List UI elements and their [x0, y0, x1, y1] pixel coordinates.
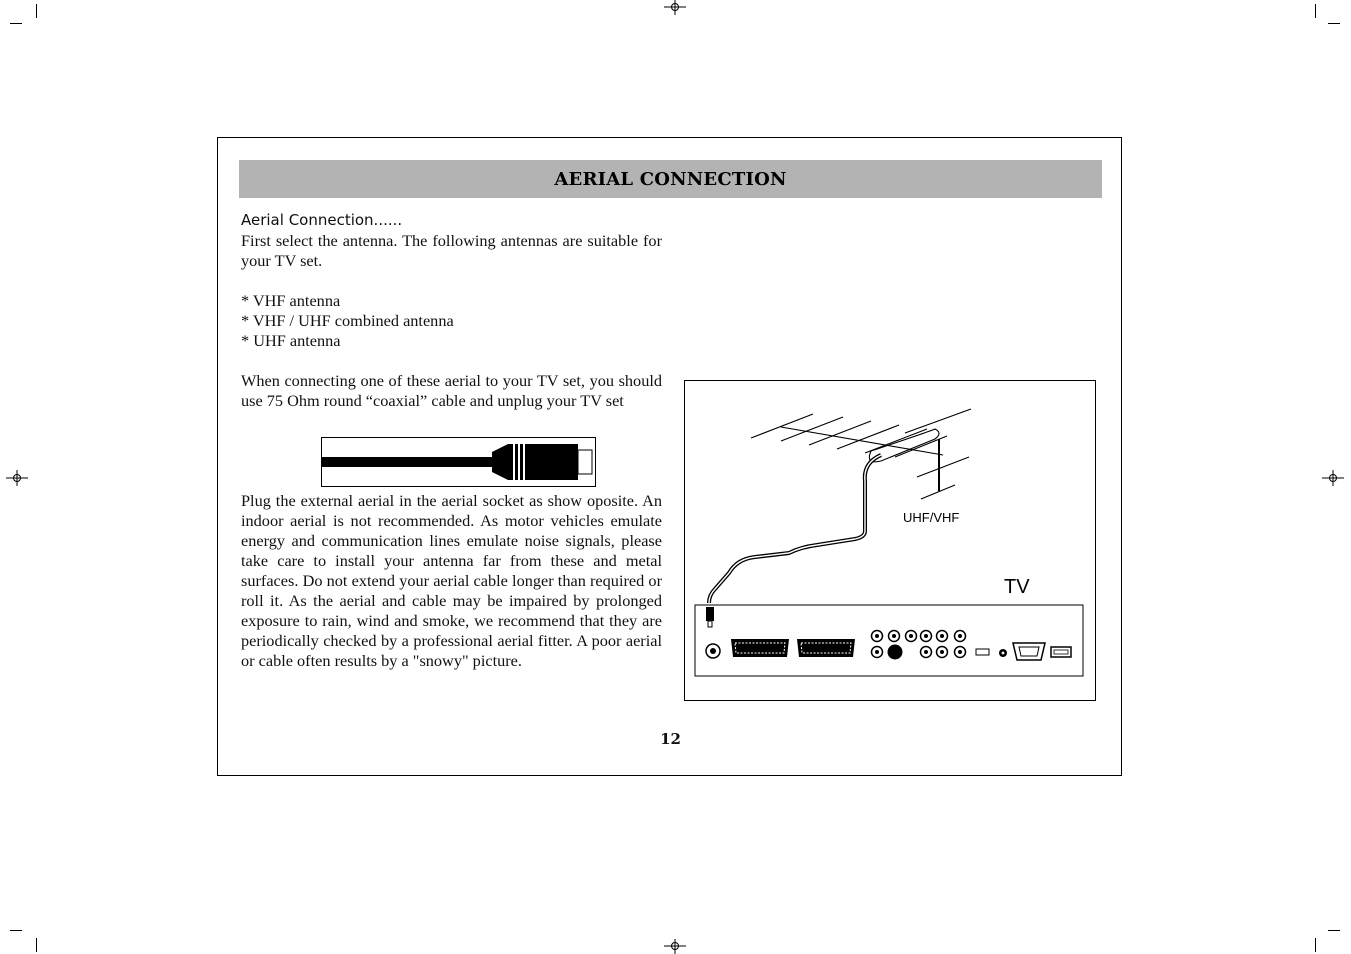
title-bar: [239, 160, 1102, 198]
installation-paragraph: Plug the external aerial in the aerial socket as show oposite. An indoor aerial is not recommended. As motor vehicles emulate energy and communication lines emulate noise signals, please take care to install your antenna far from these and metal surfaces. Do not extend your aerial cable longer than required or roll it. As the aerial and cable may be impaired by prolonged exposure to rain, wind and smoke, we recommend that they are periodically checked by a professional aerial fitter. A poor aerial or cable often results by a "snowy" picture.: [241, 491, 662, 670]
crop-mark: [36, 4, 37, 18]
crop-mark: [1315, 4, 1316, 18]
antenna-diagram-drawing: [685, 381, 1095, 700]
aerial-connection-diagram: [684, 380, 1096, 701]
intro-paragraph: First select the antenna. The following antennas are suitable for your TV set.: [241, 231, 662, 270]
page-title: AERIAL CONNECTION: [554, 168, 787, 190]
crop-mark: [36, 938, 37, 952]
antenna-list-item: * UHF antenna: [241, 331, 341, 350]
crop-mark: [10, 23, 22, 24]
crop-mark: [1328, 23, 1340, 24]
coaxial-cable-illustration: [321, 437, 596, 487]
registration-mark-bottom: [664, 938, 686, 954]
antenna-list-item: * VHF / UHF combined antenna: [241, 311, 454, 330]
coaxial-plug-icon: [322, 438, 595, 486]
section-heading: Aerial Connection......: [241, 211, 403, 229]
cable-paragraph: When connecting one of these aerial to your TV set, you should use 75 Ohm round “coaxial” cable and unplug your TV set: [241, 371, 662, 410]
registration-mark-top: [664, 0, 686, 16]
page-number: 12: [660, 730, 681, 748]
tv-label: TV: [1004, 576, 1030, 598]
crop-mark: [1315, 938, 1316, 952]
registration-mark-left: [6, 468, 28, 488]
crop-mark: [10, 930, 22, 931]
antenna-list-item: * VHF antenna: [241, 291, 341, 310]
registration-mark-right: [1322, 468, 1344, 488]
antenna-type-label: UHF/VHF: [903, 510, 960, 525]
crop-mark: [1328, 930, 1340, 931]
